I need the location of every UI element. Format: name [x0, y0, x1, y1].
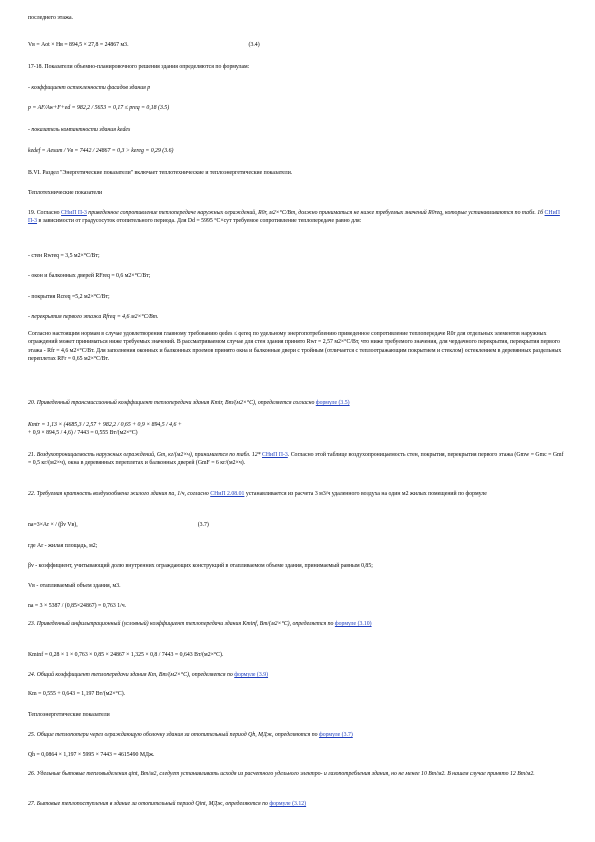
paragraph-b14 — [28, 313, 568, 321]
document-link[interactable]: СНиП П-3 — [261, 452, 288, 458]
text-run: 17-18. Показатели объемно-планировочного решения здания определяются по формулам: — [28, 64, 250, 70]
text-run: - покрытия Rcreq =5,2 м2×°С/Вт; — [28, 294, 110, 300]
text-run: 20. Приведенный трансмиссионный коэффициент теплопередачи здания Kmtr, Вт/(м2×°С), определяется согласно — [28, 400, 316, 406]
text-run: Теплотехнические показатели — [28, 190, 103, 196]
text-run: - показатель компактности здания kedes — [28, 127, 131, 133]
text-run: 26. Удельные бытовые тепловыделения qint, Вт/м2, следует устанавливать исходя из расчетного удельного электро- и газопотребления здания, но не менее 10 Вт/м2. В нашем случае принято 12 Вт/м2. — [28, 771, 535, 777]
text-run: Vв - отапливаемый объем здания, м3. — [28, 583, 121, 589]
paragraph-b24 — [28, 602, 568, 610]
text-run: Kminf = 0,28 × 1 × 0,763 × 0,85 × 24867 × 1,325 × 0,8 / 7443 = 0,643 Вт/(м2×°С). — [28, 652, 224, 658]
text-run: 21. Воздухопроницаемость наружных ограждений, Gm, кг/(м2×ч), принимается по табл. 12* — [28, 452, 262, 458]
text-run: 27. Бытовые теплопоступления в здание за отопительный период Qint, МДж, определяются по — [28, 801, 270, 807]
text-run: - коэффициент остекленности фасадов здания p — [28, 85, 151, 91]
paragraph-b23 — [28, 582, 568, 590]
paragraph-b17 — [28, 421, 568, 438]
text-run: Kmtr = 1,13 × (4685,3 / 2,57 + 982,2 / 0,65 + 0,9 × 894,5 / 4,6 + — [28, 422, 182, 428]
document-link[interactable]: СНиП П-3 — [61, 210, 87, 216]
paragraph-b27 — [28, 671, 568, 679]
text-run: Согласно настоящим нормам в случае удовлетворения главному требованию qedes ≤ qereq по удельному энергопотреблению приведенное сопротивление теплопередаче R0r для отдельных элементов наружных ограждений может приниматься ниже требуемых значений. В рассматриваемом случае для стен здания принято Rwr = 2,57 м2×°С/Вт, что ниже требуемого значения, для чердачного перекрытия, перекрытия первого этажа - Rfr = 4,6 м2×°С/Вт. Для заполнения оконных и балконных проемов принято окна и балконные двери с тройным (отличается с теплоотражающим покрытием и стеклом) остеклением в деревянных раздельных переплетах RFr = 0,65 м2×°С/Вт. — [28, 331, 562, 362]
paragraph-b11 — [28, 252, 568, 260]
text-run: Vв = Aot × Hв = 894,5 × 27,8 = 24867 м3. — [28, 42, 129, 48]
paragraph-b4 — [28, 84, 568, 92]
paragraph-b26 — [28, 651, 568, 659]
paragraph-b33 — [28, 800, 568, 808]
text-run: в зависимости от градусосуток отопительного периода. Для Dd = 5995 °С×сут требуемое сопротивление теплопередаче равно для: — [37, 218, 362, 225]
document-link[interactable]: формуле (3.12) — [269, 801, 307, 807]
paragraph-b19 — [28, 490, 568, 498]
text-run: kedef = Aesum / Vв = 7442 / 24867 = 0,3 > kereg = 0,29 (3.6) — [28, 148, 174, 154]
text-run: 25. Общие теплопотери через ограждающую оболочку здания за отопительный период Qh, МДж, определяются по — [28, 732, 319, 738]
document-link[interactable]: формуле (3.9) — [234, 672, 269, 678]
paragraph-b25 — [28, 620, 568, 628]
text-run: - окон и балконных дверей RFreq = 0,6 м2×°С/Вт; — [28, 273, 151, 279]
text-run: - перекрытия первого этажа Rfreq = 4,6 м2×°С/Вт. — [28, 314, 159, 320]
document-link[interactable]: формуле (3.5) — [315, 400, 350, 406]
text-run: na=3×Ar × / (βv Vв), — [28, 522, 78, 528]
equation-number: (3.7) — [197, 522, 209, 528]
text-run: приведенное сопротивление теплопередаче наружных ограждений, R0r, м2×°С/Вт, должно приниматься не ниже требуемых значений R0req, которые устанавливаются по табл. 1б — [86, 210, 545, 216]
text-run: последнего этажа. — [28, 15, 74, 21]
paragraph-b31 — [28, 751, 568, 759]
text-run: где Ar - жилая площадь, м2; — [28, 543, 98, 549]
text-run: 24. Общий коэффициент теплопередачи здания Km, Вт/(м2×°С), определяется по — [28, 672, 235, 678]
document-link[interactable]: СНиП 2.08.01 — [210, 491, 245, 497]
text-run: В.VI. Раздел "Энергетические показатели" включает теплотехнические и теплоэнергетические показатели. — [28, 170, 293, 176]
text-run: - стен Rwreq = 3,5 м2×°С/Вт; — [28, 253, 100, 259]
paragraph-b32 — [28, 770, 568, 778]
paragraph-b10 — [28, 209, 568, 226]
paragraph-b6 — [28, 126, 568, 134]
paragraph-b28 — [28, 690, 568, 698]
text-run: Km = 0,555 + 0,643 = 1,197 Вт/(м2×°С). — [28, 691, 126, 697]
document-link[interactable]: СНиП П-3 — [28, 210, 560, 225]
paragraph-b13 — [28, 293, 568, 301]
paragraph-b5 — [28, 104, 568, 112]
document-link[interactable]: формуле (3.10) — [334, 621, 372, 627]
text-run: na = 3 × 5387 / (0,85×24867) = 0,763 1/ч. — [28, 603, 127, 609]
text-run: 22. Требуемая кратность воздухообмена жилого здания na, 1/ч, согласно — [28, 491, 211, 497]
text-run: устанавливается из расчета 3 м3/ч удаленного воздуха на один м2 жилых помещений по формуле — [244, 491, 487, 497]
paragraph-b1 — [28, 14, 568, 22]
paragraph-b29 — [28, 711, 568, 719]
paragraph-b21 — [28, 542, 568, 550]
text-run: 23. Приведенный инфильтрационный (условный) коэффициент теплопередачи здания Kminf, Вт/(м2×°С), определяется по — [28, 621, 335, 627]
paragraph-b18 — [28, 451, 568, 468]
paragraph-b16 — [28, 399, 568, 407]
paragraph-b8 — [28, 169, 568, 177]
paragraph-b3 — [28, 63, 568, 71]
document-link[interactable]: формуле (3.7) — [318, 732, 353, 738]
text-run: Теплоэнергетические показатели — [28, 712, 110, 718]
paragraph-b15 — [28, 330, 568, 363]
paragraph-b30 — [28, 731, 568, 739]
text-run: p = AF/Aw+F+ed = 982,2 / 5653 = 0,17 ≤ preq = 0,18 (3.5) — [28, 105, 170, 111]
paragraph-b2 — [28, 41, 568, 49]
paragraph-b9 — [28, 189, 568, 197]
text-run: . Согласно этой таблице воздухопроницаемость стен, покрытия, перекрытия первого этажа (Gmw = Gmc = Gmf = 0,5 кг/(м2×ч), окна в деревянных переплетах и балконных дверей (GmF = 6 кг/(м2×ч). — [28, 452, 564, 467]
paragraph-b22 — [28, 562, 568, 570]
equation-number: (3.4) — [248, 42, 260, 48]
paragraph-b12 — [28, 272, 568, 280]
text-run: + 0,9 × 894,5 / 4,6) / 7443 = 0,555 Вт/(м2×°С) — [28, 430, 138, 437]
paragraph-b7 — [28, 147, 568, 155]
text-run: βv - коэффициент, учитывающий долю внутренних ограждающих конструкций в отапливаемом объеме здания, принимаемый равным 0,85; — [28, 563, 373, 569]
text-run: Qh = 0,0864 × 1,197 × 5995 × 7443 = 4615490 МДж. — [28, 752, 155, 758]
paragraph-b20 — [28, 521, 568, 529]
text-run: 19. Согласно — [28, 210, 62, 216]
